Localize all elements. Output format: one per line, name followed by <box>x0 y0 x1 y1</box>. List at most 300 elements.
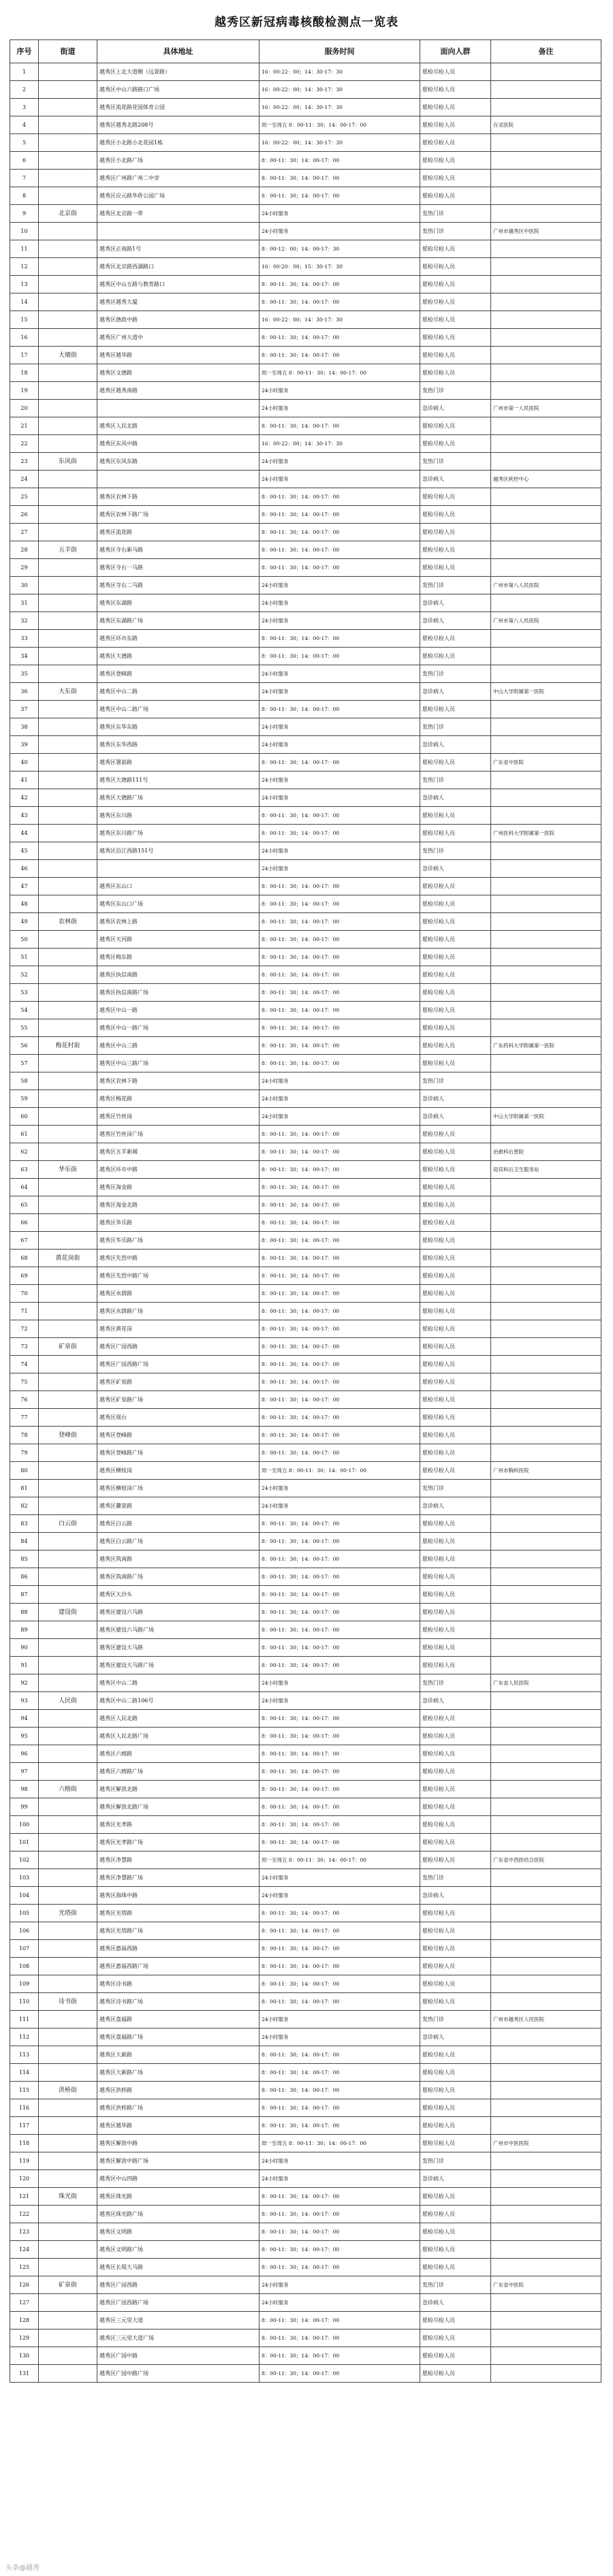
cell-target: 急诊病人 <box>420 1108 491 1126</box>
cell-no: 1 <box>10 63 39 81</box>
cell-time: 24小时服务 <box>260 718 420 736</box>
table-row <box>10 1975 601 1993</box>
cell-no: 108 <box>10 1958 39 1975</box>
cell-street: 黄花岗街 <box>39 1250 97 1267</box>
cell-time: 8：00-11：30；14：00-17：00 <box>260 1798 420 1816</box>
cell-address: 越秀区北京路一带 <box>97 205 260 223</box>
cell-time: 24小时服务 <box>260 453 420 471</box>
cell-no: 75 <box>10 1373 39 1391</box>
cell-no: 131 <box>10 2365 39 2383</box>
cell-street <box>39 807 97 825</box>
table-row <box>10 1515 601 1533</box>
cell-street <box>39 276 97 293</box>
cell-address: 越秀区洪桥路广场 <box>97 2099 260 2117</box>
cell-note <box>491 258 601 276</box>
cell-no: 66 <box>10 1214 39 1232</box>
cell-address: 越秀区白云路广场 <box>97 1533 260 1551</box>
cell-time: 8：00-11：30；14：00-17：00 <box>260 2312 420 2329</box>
cell-time: 16：00-22：00；14：30-17：30 <box>260 134 420 152</box>
cell-address: 越秀区中山一路 <box>97 1002 260 1019</box>
cell-no: 89 <box>10 1621 39 1639</box>
cell-note <box>491 170 601 187</box>
cell-target: 愿检尽检人员 <box>420 630 491 648</box>
cell-street: 珠光街 <box>39 2188 97 2206</box>
cell-target: 愿检尽检人员 <box>420 1958 491 1975</box>
cell-note: 迎宾科后卫生服务站 <box>491 1161 601 1179</box>
cell-address: 越秀区广园西路广场 <box>97 2294 260 2312</box>
cell-time: 8：00-11：30；14：00-17：00 <box>260 541 420 559</box>
cell-note <box>491 311 601 329</box>
cell-target: 愿检尽检人员 <box>420 1922 491 1940</box>
table-row <box>10 1710 601 1728</box>
cell-time: 8：00-11：30；14：00-17：00 <box>260 187 420 205</box>
cell-address: 越秀区瑶台 <box>97 1409 260 1427</box>
cell-no: 36 <box>10 683 39 701</box>
cell-target: 愿检尽检人员 <box>420 1427 491 1444</box>
cell-time: 16：00-22：00；14：30-17：30 <box>260 311 420 329</box>
cell-target: 发热门诊 <box>420 2011 491 2029</box>
cell-note <box>491 1250 601 1267</box>
cell-address: 越秀区华乐路 <box>97 1214 260 1232</box>
header-time: 服务时间 <box>260 40 420 63</box>
cell-address: 越秀区广州路广州二中旁 <box>97 170 260 187</box>
cell-target: 愿检尽检人员 <box>420 1657 491 1674</box>
table-row <box>10 895 601 913</box>
cell-note <box>491 2365 601 2383</box>
cell-note <box>491 1285 601 1303</box>
cell-no: 61 <box>10 1126 39 1143</box>
cell-street <box>39 1303 97 1320</box>
cell-no: 11 <box>10 240 39 258</box>
cell-target: 愿检尽检人员 <box>420 1338 491 1356</box>
cell-target: 愿检尽检人员 <box>420 2241 491 2259</box>
cell-target: 愿检尽检人员 <box>420 984 491 1002</box>
cell-street <box>39 895 97 913</box>
cell-street: 北京街 <box>39 205 97 223</box>
cell-target: 愿检尽检人员 <box>420 2082 491 2099</box>
cell-target: 发热门诊 <box>420 718 491 736</box>
cell-time: 8：00-11：30；14：00-17：00 <box>260 701 420 718</box>
cell-address: 越秀区登峰路 <box>97 665 260 683</box>
cell-target: 愿检尽检人员 <box>420 2188 491 2206</box>
cell-street: 六榕街 <box>39 1781 97 1798</box>
cell-note <box>491 1586 601 1604</box>
cell-no: 41 <box>10 772 39 789</box>
cell-note <box>491 152 601 170</box>
table-row <box>10 1781 601 1798</box>
cell-no: 34 <box>10 648 39 665</box>
cell-street <box>39 718 97 736</box>
cell-target: 愿检尽检人员 <box>420 1285 491 1303</box>
table-row <box>10 966 601 984</box>
cell-note <box>491 2259 601 2276</box>
table-row <box>10 1798 601 1816</box>
cell-time: 8：00-11：30；14：00-17：00 <box>260 1621 420 1639</box>
cell-note <box>491 2064 601 2082</box>
table-row <box>10 2046 601 2064</box>
cell-note <box>491 594 601 612</box>
table-row <box>10 772 601 789</box>
cell-street <box>39 1621 97 1639</box>
cell-street <box>39 170 97 187</box>
table-row <box>10 99 601 116</box>
cell-target: 愿检尽检人员 <box>420 2365 491 2383</box>
cell-address: 越秀区农林下路广场 <box>97 506 260 524</box>
table-row <box>10 2170 601 2188</box>
cell-no: 57 <box>10 1055 39 1072</box>
cell-address: 越秀区中山三路广场 <box>97 1055 260 1072</box>
cell-no: 119 <box>10 2152 39 2170</box>
cell-target: 愿检尽检人员 <box>420 63 491 81</box>
cell-address <box>97 860 260 878</box>
cell-note <box>491 1798 601 1816</box>
cell-address: 越秀区诗书路广场 <box>97 1993 260 2011</box>
cell-note <box>491 1745 601 1763</box>
cell-address: 越秀区东川路广场 <box>97 825 260 842</box>
cell-note: 广州市越秀区人民医院 <box>491 2011 601 2029</box>
cell-note <box>491 1728 601 1745</box>
table-row <box>10 1391 601 1409</box>
cell-no: 127 <box>10 2294 39 2312</box>
cell-street <box>39 435 97 453</box>
cell-note <box>491 1409 601 1427</box>
cell-street <box>39 2206 97 2223</box>
cell-no: 83 <box>10 1515 39 1533</box>
cell-address: 越秀区中山二路106号 <box>97 1692 260 1710</box>
cell-time: 24小时服务 <box>260 665 420 683</box>
cell-no: 18 <box>10 364 39 382</box>
cell-no: 13 <box>10 276 39 293</box>
cell-street <box>39 1710 97 1728</box>
table-row <box>10 541 601 559</box>
cell-time: 8：00-11：30；14：00-17：00 <box>260 2082 420 2099</box>
cell-street <box>39 187 97 205</box>
table-row <box>10 612 601 630</box>
cell-no: 7 <box>10 170 39 187</box>
cell-note <box>491 648 601 665</box>
table-row <box>10 1657 601 1674</box>
table-row <box>10 1533 601 1551</box>
cell-time: 8：00-11：30；14：00-17：00 <box>260 1533 420 1551</box>
cell-address: 越秀区寺右新马路 <box>97 541 260 559</box>
cell-address: 越秀区大新路 <box>97 2046 260 2064</box>
cell-no: 52 <box>10 966 39 984</box>
cell-street <box>39 1126 97 1143</box>
cell-time: 8：00-11：30；14：00-17：00 <box>260 417 420 435</box>
cell-address: 越秀区中山二路广场 <box>97 701 260 718</box>
cell-no: 124 <box>10 2241 39 2259</box>
cell-no: 93 <box>10 1692 39 1710</box>
cell-street <box>39 736 97 754</box>
cell-target: 急诊病人 <box>420 683 491 701</box>
cell-address: 越秀区中山四路 <box>97 2170 260 2188</box>
cell-street <box>39 1480 97 1497</box>
table-row <box>10 701 601 718</box>
table-row <box>10 878 601 895</box>
cell-target: 愿检尽检人员 <box>420 329 491 347</box>
table-row <box>10 1143 601 1161</box>
cell-address: 越秀区中山二路 <box>97 1674 260 1692</box>
cell-note <box>491 701 601 718</box>
cell-target: 愿检尽检人员 <box>420 1250 491 1267</box>
table-row <box>10 1250 601 1267</box>
cell-street <box>39 1745 97 1763</box>
table-row <box>10 2135 601 2152</box>
cell-target: 愿检尽检人员 <box>420 913 491 931</box>
table-row <box>10 364 601 382</box>
cell-time: 8：00-11：30；14：00-17：00 <box>260 913 420 931</box>
cell-time: 8：00-11：30；14：00-17：00 <box>260 1126 420 1143</box>
cell-no: 120 <box>10 2170 39 2188</box>
cell-street <box>39 1568 97 1586</box>
cell-no: 90 <box>10 1639 39 1657</box>
table-row <box>10 1338 601 1356</box>
cell-address: 越秀区中山一路广场 <box>97 1019 260 1037</box>
table-row <box>10 630 601 648</box>
cell-note <box>491 2223 601 2241</box>
cell-target: 愿检尽检人员 <box>420 1055 491 1072</box>
cell-time: 8：00-11：30；14：00-17：00 <box>260 1427 420 1444</box>
cell-address: 越秀区光塔路 <box>97 1905 260 1922</box>
cell-address: 越秀区东风中路 <box>97 435 260 453</box>
header-note: 备注 <box>491 40 601 63</box>
cell-street: 大东街 <box>39 683 97 701</box>
cell-street <box>39 1267 97 1285</box>
cell-no: 79 <box>10 1444 39 1462</box>
cell-no: 78 <box>10 1427 39 1444</box>
cell-target: 发热门诊 <box>420 1869 491 1887</box>
cell-note <box>491 718 601 736</box>
cell-no: 121 <box>10 2188 39 2206</box>
cell-address: 越秀区执信南路 <box>97 966 260 984</box>
cell-note <box>491 895 601 913</box>
table-row <box>10 1409 601 1427</box>
cell-street <box>39 2347 97 2365</box>
table-row <box>10 1940 601 1958</box>
cell-note <box>491 2188 601 2206</box>
cell-street <box>39 2170 97 2188</box>
cell-no: 65 <box>10 1196 39 1214</box>
cell-no: 55 <box>10 1019 39 1037</box>
cell-address: 越秀区梅东路 <box>97 949 260 966</box>
cell-no: 42 <box>10 789 39 807</box>
cell-time: 24小时服务 <box>260 1497 420 1515</box>
cell-target: 愿检尽检人员 <box>420 754 491 772</box>
cell-note <box>491 382 601 400</box>
table-row <box>10 170 601 187</box>
cell-street <box>39 1922 97 1940</box>
cell-note <box>491 1002 601 1019</box>
cell-address: 越秀区沿江西路151号 <box>97 842 260 860</box>
cell-street <box>39 2223 97 2241</box>
cell-street <box>39 1444 97 1462</box>
cell-target: 愿检尽检人员 <box>420 506 491 524</box>
table-row <box>10 1993 601 2011</box>
cell-address: 越秀区大德路111号 <box>97 772 260 789</box>
cell-time: 8：00-11：30；14：00-17：00 <box>260 1250 420 1267</box>
cell-target: 愿检尽检人员 <box>420 1728 491 1745</box>
cell-address: 越秀区正南路1号 <box>97 240 260 258</box>
cell-street <box>39 116 97 134</box>
cell-time: 8：00-11：30；14：00-17：00 <box>260 2329 420 2347</box>
cell-street: 矿泉街 <box>39 2276 97 2294</box>
cell-address: 越秀区越秀南路 <box>97 382 260 400</box>
cell-street <box>39 1533 97 1551</box>
table-row <box>10 81 601 99</box>
cell-target: 发热门诊 <box>420 2276 491 2294</box>
cell-address: 越秀区小北路小北花园1栋 <box>97 134 260 152</box>
cell-address: 越秀区筑南路广场 <box>97 1568 260 1586</box>
cell-note <box>491 2029 601 2046</box>
cell-target: 愿检尽检人员 <box>420 2064 491 2082</box>
cell-street <box>39 400 97 417</box>
cell-time: 24小时服务 <box>260 400 420 417</box>
cell-note <box>491 524 601 541</box>
cell-target: 愿检尽检人员 <box>420 1533 491 1551</box>
table-row <box>10 949 601 966</box>
cell-target: 发热门诊 <box>420 577 491 594</box>
cell-street <box>39 559 97 577</box>
cell-time: 24小时服务 <box>260 860 420 878</box>
cell-time: 24小时服务 <box>260 594 420 612</box>
cell-note: 广州医科大学附属第一医院 <box>491 825 601 842</box>
cell-street <box>39 1497 97 1515</box>
cell-no: 71 <box>10 1303 39 1320</box>
cell-note <box>491 1639 601 1657</box>
table-row <box>10 2223 601 2241</box>
cell-no: 69 <box>10 1267 39 1285</box>
cell-target: 愿检尽检人员 <box>420 1710 491 1728</box>
cell-note <box>491 81 601 99</box>
cell-note <box>491 1958 601 1975</box>
cell-time: 8：00-11：30；14：00-17：00 <box>260 2206 420 2223</box>
cell-note <box>491 2347 601 2365</box>
cell-time: 8：00-11：30；14：00-17：00 <box>260 1267 420 1285</box>
cell-time: 8：00-11：30；14：00-17：00 <box>260 825 420 842</box>
cell-target: 愿检尽检人员 <box>420 2347 491 2365</box>
cell-no: 130 <box>10 2347 39 2365</box>
cell-address: 越秀区大德路 <box>97 648 260 665</box>
cell-time: 24小时服务 <box>260 2294 420 2312</box>
cell-time: 8：00-11：30；14：00-17：00 <box>260 1320 420 1338</box>
cell-target: 愿检尽检人员 <box>420 276 491 293</box>
cell-no: 96 <box>10 1745 39 1763</box>
cell-street <box>39 860 97 878</box>
cell-target: 愿检尽检人员 <box>420 1834 491 1851</box>
cell-time: 24小时服务 <box>260 736 420 754</box>
cell-address: 越秀区广园西路 <box>97 1338 260 1356</box>
cell-street: 东风街 <box>39 453 97 471</box>
cell-no: 51 <box>10 949 39 966</box>
cell-street <box>39 878 97 895</box>
cell-no: 23 <box>10 453 39 471</box>
cell-street <box>39 417 97 435</box>
cell-address: 越秀区建设大马路 <box>97 1639 260 1657</box>
cell-target: 愿检尽检人员 <box>420 1019 491 1037</box>
table-row <box>10 1427 601 1444</box>
table-row <box>10 1179 601 1196</box>
table-row <box>10 1851 601 1869</box>
cell-target: 急诊病人 <box>420 860 491 878</box>
table-row <box>10 1444 601 1462</box>
cell-street <box>39 1002 97 1019</box>
cell-time: 8：00-11：30；14：00-17：00 <box>260 1444 420 1462</box>
cell-time: 8：00-11：30；14：00-17：00 <box>260 1019 420 1037</box>
table-row <box>10 984 601 1002</box>
cell-no: 76 <box>10 1391 39 1409</box>
cell-note <box>491 1940 601 1958</box>
table-row <box>10 152 601 170</box>
cell-note <box>491 2241 601 2259</box>
cell-no: 31 <box>10 594 39 612</box>
table-row <box>10 1196 601 1214</box>
cell-note: 广东省中西医结合医院 <box>491 1851 601 1869</box>
cell-note <box>491 772 601 789</box>
cell-target: 愿检尽检人员 <box>420 2259 491 2276</box>
table-row <box>10 453 601 471</box>
table-row <box>10 718 601 736</box>
cell-time: 8：00-11：30；14：00-17：00 <box>260 293 420 311</box>
cell-no: 129 <box>10 2329 39 2347</box>
cell-time: 8：00-11：30；14：00-17：00 <box>260 2223 420 2241</box>
cell-address: 越秀区北京路西湖路口 <box>97 258 260 276</box>
cell-no: 116 <box>10 2099 39 2117</box>
cell-note: 中山大学附属第一医院 <box>491 683 601 701</box>
cell-no: 118 <box>10 2135 39 2152</box>
cell-street <box>39 1551 97 1568</box>
cell-target: 愿检尽检人员 <box>420 2046 491 2064</box>
table-row <box>10 683 601 701</box>
table-row <box>10 2011 601 2029</box>
cell-no: 100 <box>10 1816 39 1834</box>
cell-street <box>39 152 97 170</box>
cell-target: 愿检尽检人员 <box>420 1905 491 1922</box>
cell-time: 8：00-11：30；14：00-17：00 <box>260 630 420 648</box>
cell-street <box>39 949 97 966</box>
cell-address: 越秀区东华西路 <box>97 736 260 754</box>
cell-time: 8：00-11：30；14：00-17：00 <box>260 1993 420 2011</box>
cell-target: 急诊病人 <box>420 471 491 488</box>
table-row <box>10 1551 601 1568</box>
cell-note <box>491 860 601 878</box>
cell-target: 愿检尽检人员 <box>420 807 491 825</box>
cell-no: 39 <box>10 736 39 754</box>
cell-time: 24小时服务 <box>260 2152 420 2170</box>
cell-no: 16 <box>10 329 39 347</box>
cell-time: 8：00-11：30；14：00-17：00 <box>260 648 420 665</box>
cell-address: 越秀区大新路广场 <box>97 2064 260 2082</box>
cell-target: 发热门诊 <box>420 1480 491 1497</box>
cell-time: 8：00-11：30；14：00-17：00 <box>260 1515 420 1533</box>
table-row <box>10 2312 601 2329</box>
cell-address: 越秀区德政中路 <box>97 311 260 329</box>
cell-target: 急诊病人 <box>420 1692 491 1710</box>
cell-street <box>39 329 97 347</box>
cell-time: 8：00-11：30；14：00-17：00 <box>260 276 420 293</box>
cell-time: 8：00-11：30；14：00-17：00 <box>260 2046 420 2064</box>
cell-no: 68 <box>10 1250 39 1267</box>
cell-time: 8：00-11：30；14：00-17：00 <box>260 984 420 1002</box>
cell-time: 24小时服务 <box>260 1072 420 1090</box>
cell-street: 农林街 <box>39 913 97 931</box>
cell-no: 82 <box>10 1497 39 1515</box>
cell-no: 87 <box>10 1586 39 1604</box>
cell-no: 45 <box>10 842 39 860</box>
table-row <box>10 1639 601 1657</box>
cell-address: 越秀区人民北路 <box>97 1710 260 1728</box>
cell-note <box>491 736 601 754</box>
cell-no: 56 <box>10 1037 39 1055</box>
